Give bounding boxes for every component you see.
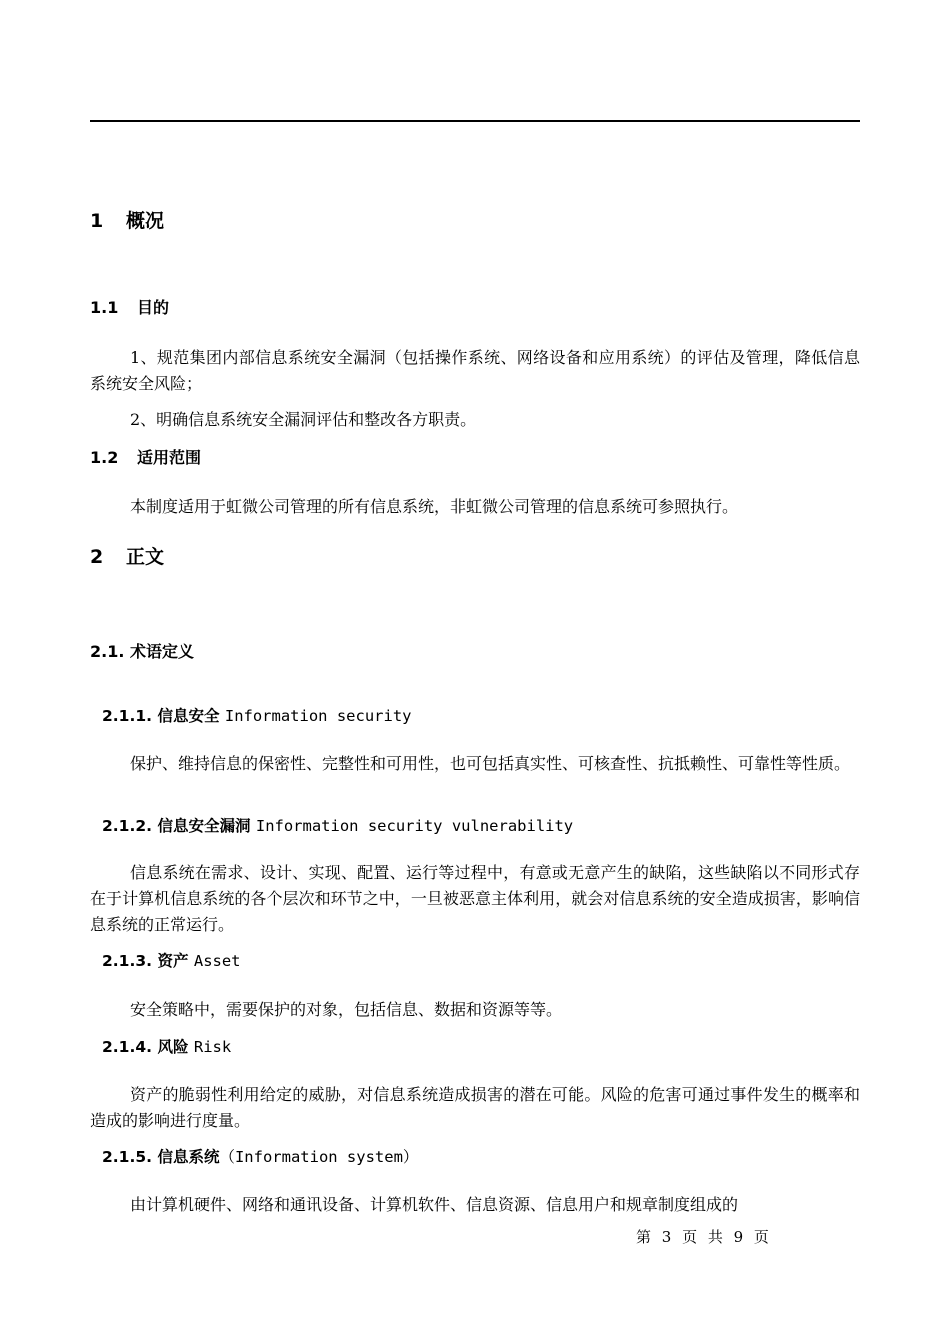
section-title: 正文 <box>126 546 165 568</box>
section-title: 目的 <box>137 298 170 317</box>
term-number: 2.1.2. <box>102 817 153 835</box>
term-definition-vulnerability: 信息系统在需求、设计、实现、配置、运行等过程中，有意或无意产生的缺陷，这些缺陷以不同形式存在于计算机信息系统的各个层次和环节之中，一旦被恶意主体利用，就会对信息系统的安全造成损害，影响信息系统的正常运行。 <box>90 863 860 934</box>
term-heading-asset <box>102 950 241 972</box>
section-number: 2 <box>90 546 104 568</box>
paragraph-purpose-1: 1、规范集团内部信息系统安全漏洞（包括操作系统、网络设备和应用系统）的评估及管理，降低信息系统安全风险； <box>90 348 860 393</box>
term-en: Information security <box>224 707 412 725</box>
paragraph-purpose-2: 2、明确信息系统安全漏洞评估和整改各方职责。 <box>130 410 477 429</box>
section-1-2-heading <box>90 447 201 469</box>
term-en: Information security vulnerability <box>255 817 574 835</box>
section-number: 1.2 <box>90 448 119 467</box>
term-en: Asset <box>193 952 241 970</box>
term-zh: 信息系统 <box>157 1147 220 1166</box>
term-heading-vulnerability <box>102 815 573 837</box>
term-heading-risk <box>102 1036 231 1058</box>
header-rule <box>90 120 860 122</box>
term-zh: 风险 <box>157 1037 189 1056</box>
term-number: 2.1.3. <box>102 952 153 970</box>
section-2-1-heading: 2.1. 术语定义 <box>90 642 194 661</box>
page-number-footer: 第 3 页 共 9 页 <box>636 1228 769 1246</box>
term-number: 2.1.5. <box>102 1148 153 1166</box>
term-definition-risk: 资产的脆弱性利用给定的威胁，对信息系统造成损害的潜在可能。风险的危害可通过事件发生的概率和造成的影响进行度量。 <box>90 1085 860 1130</box>
term-heading-information-security <box>102 705 412 727</box>
term-en: （Information system） <box>219 1148 419 1166</box>
section-1-1-heading <box>90 297 169 319</box>
section-title: 概况 <box>126 210 165 232</box>
term-number: 2.1.1. <box>102 707 153 725</box>
term-definition-information-security: 保护、维持信息的保密性、完整性和可用性，也可包括真实性、可核查性、抗抵赖性、可靠性等性质。 <box>130 754 851 773</box>
section-2-heading <box>90 545 164 569</box>
term-zh: 信息安全漏洞 <box>157 816 251 835</box>
term-heading-information-system <box>102 1146 418 1168</box>
section-number: 1 <box>90 210 104 232</box>
term-zh: 信息安全 <box>157 706 220 725</box>
section-title: 适用范围 <box>137 448 202 467</box>
term-definition-information-system: 由计算机硬件、网络和通讯设备、计算机软件、信息资源、信息用户和规章制度组成的 <box>130 1195 739 1214</box>
term-definition-asset: 安全策略中，需要保护的对象，包括信息、数据和资源等等。 <box>130 1000 563 1019</box>
paragraph-scope: 本制度适用于虹微公司管理的所有信息系统，非虹微公司管理的信息系统可参照执行。 <box>130 497 739 516</box>
section-number: 1.1 <box>90 298 119 317</box>
term-number: 2.1.4. <box>102 1038 153 1056</box>
term-en: Risk <box>193 1038 232 1056</box>
term-zh: 资产 <box>157 951 189 970</box>
section-1-heading <box>90 209 164 233</box>
